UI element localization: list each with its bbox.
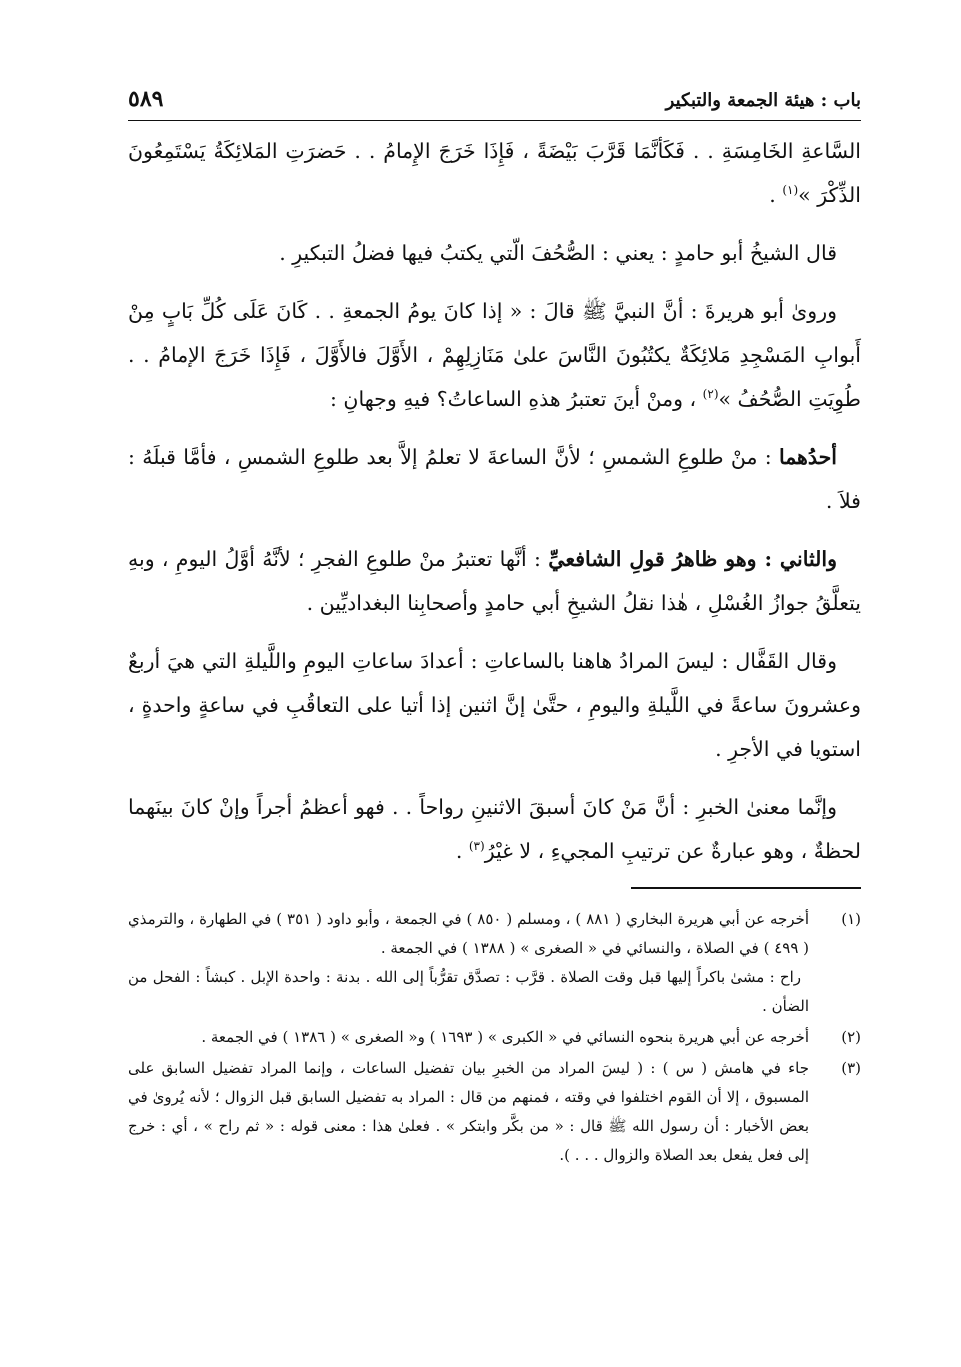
footnote-text bbox=[128, 1023, 809, 1052]
paragraph-text: وروىٰ أبو هريرةَ : أنَّ النبيَّ ﷺ قالَ : « إذا كانَ يومُ الجمعةِ . . كَانَ عَلَى كُلِّ بَابٍ مِنْ أَبوابِ المَسْجِدِ مَلائِكَةٌ يكتُبُونَ النَّاسَ علىٰ مَنَازِلِهِمْ ، الأَوَّلَ فالأَوَّلَ ، فَإِذَا خَرَجَ الإمامُ . . طُوِيَتِ الصُّحُفُ » bbox=[128, 299, 861, 411]
paragraph bbox=[128, 639, 861, 771]
bold-term: أحدُهما bbox=[778, 445, 837, 469]
paragraph bbox=[128, 129, 861, 217]
paragraph-text: . bbox=[769, 183, 783, 207]
chapter-title: باب : هيئة الجمعة والتبكير bbox=[665, 90, 861, 111]
paragraph bbox=[128, 289, 861, 421]
paragraph bbox=[128, 537, 861, 625]
main-text bbox=[128, 129, 861, 873]
footnote-line: أخرجه عن أبي هريرة بنحوه النسائي في « الكبرى » ( ١٦٩٣ ) و« الصغرى » ( ١٣٨٦ ) في الجمعة . bbox=[201, 1028, 809, 1046]
footnote-number: (٣) bbox=[841, 1059, 861, 1077]
page-number: ٥٨٩ bbox=[128, 86, 164, 112]
footnote bbox=[128, 1054, 861, 1170]
bold-term: والثاني : وهو ظاهرُ قولِ الشافعيِّ bbox=[548, 547, 837, 571]
footnote-text bbox=[128, 1054, 809, 1170]
page-header bbox=[128, 84, 861, 121]
footnote bbox=[128, 1023, 861, 1052]
footnote-divider bbox=[631, 887, 861, 889]
footnote bbox=[128, 905, 861, 1021]
book-page bbox=[128, 84, 861, 1324]
paragraph bbox=[128, 785, 861, 873]
footnote-text bbox=[128, 905, 809, 1021]
paragraph-text: السَّاعةِ الخَامِسَةِ . . فَكَأنَّمَا قَرَّبَ بَيْضَةً ، فَإِذَا خَرَجَ الإِمامُ . . حَضرَتِ المَلائِكَةُ يَسْتَمِعُونَ الذِّكْرَ » bbox=[128, 139, 861, 207]
footnote-number: (٢) bbox=[841, 1028, 861, 1046]
footnote-line: راح : مشىٰ باكراً إليها قبل وقت الصلاة . قرَّب : تصدَّق تقرُّباً إلى الله . بدنة : واحدة الإبل . كبشاً : الفحل من الضأن . bbox=[128, 968, 809, 1015]
paragraph-text: وقال القَفَّال : ليسَ المرادُ هاهنا بالساعاتِ : أعدادَ ساعاتِ اليومِ واللَّيلةِ التي هيَ أربعٌ وعشرونَ ساعةً في اللَّيلةِ واليومِ ، حتَّىٰ إنَّ اثنين إذا أتيا على التعاقُبِ في ساعةٍ واحدةٍ ، استويا في الأجرِ . bbox=[128, 649, 861, 761]
paragraph bbox=[128, 231, 861, 275]
footnote-marker: (١) bbox=[782, 183, 799, 198]
paragraph bbox=[128, 435, 861, 523]
paragraph-text: . bbox=[455, 839, 469, 863]
paragraph-text: قال الشيخُ أبو حامدٍ : يعني : الصُّحُفَ الّتي يكتبُ فيها فضلُ التبكيرِ . bbox=[279, 241, 837, 265]
footnote-marker: (٢) bbox=[702, 387, 719, 402]
footnotes bbox=[128, 905, 861, 1170]
footnote-marker: (٣) bbox=[468, 839, 485, 854]
paragraph-text: : أنَّها تعتبرُ منْ طلوعِ الفجرِ ؛ لأنَّهُ أوَّلُ اليومِ ، وبهِ يتعلَّقُ جوازُ الغُسْلِ ، هٰذا نقلُ الشيخِ أبي حامدٍ وأصحابِنا البغداديِّين . bbox=[128, 547, 861, 615]
footnote-line: جاء في هامش ( س ) : ( ليسَ المراد من الخبرِ بيان تفضيل الساعات ، وإنما المراد تفضيل السابق على المسبوق ، إلا أن القوم اختلفوا في وقته ، فمنهم من قال : المراد به تفضيل السابق قبل الزوال ؛ لأنه يُروىٰ في بعض الأخبار : أن رسول الله ﷺ قال : « من بكَّر وابتكر » . فعلىٰ هذا : معنى قوله : « ثم راح » ، أي : خرج إلى فعل يفعل بعد الصلاة والزوال . . . ). bbox=[128, 1059, 809, 1164]
paragraph-text: ، ومنْ أينَ تعتبرُ هذهِ الساعاتُ؟ فيهِ وجهانِ : bbox=[329, 387, 703, 411]
paragraph-text: : منْ طلوعِ الشمسِ ؛ لأنَّ الساعةَ لا تعلمُ إلاَّ بعد طلوعِ الشمسِ ، فأمَّا قبلَهُ : فلاَ . bbox=[128, 445, 861, 513]
footnote-number: (١) bbox=[841, 910, 861, 928]
paragraph-text: وإنَّما معنىٰ الخبرِ : أنَّ مَنْ كانَ أسبقَ الاثنينِ رواحاً . . فهو أعظمُ أجراً وإنْ كانَ بينَهما لحظةٌ ، وهو عبارةٌ عن ترتيبِ المجيءِ ، لا غيْرُ bbox=[128, 795, 861, 863]
footnote-line: أخرجه عن أبي هريرة البخاري ( ٨٨١ ) ، ومسلم ( ٨٥٠ ) في الجمعة ، وأبو داود ( ٣٥١ ) في الطهارة ، والترمذي ( ٤٩٩ ) في الصلاة ، والنسائي في « الصغرى » ( ١٣٨٨ ) في الجمعة . bbox=[128, 910, 809, 957]
